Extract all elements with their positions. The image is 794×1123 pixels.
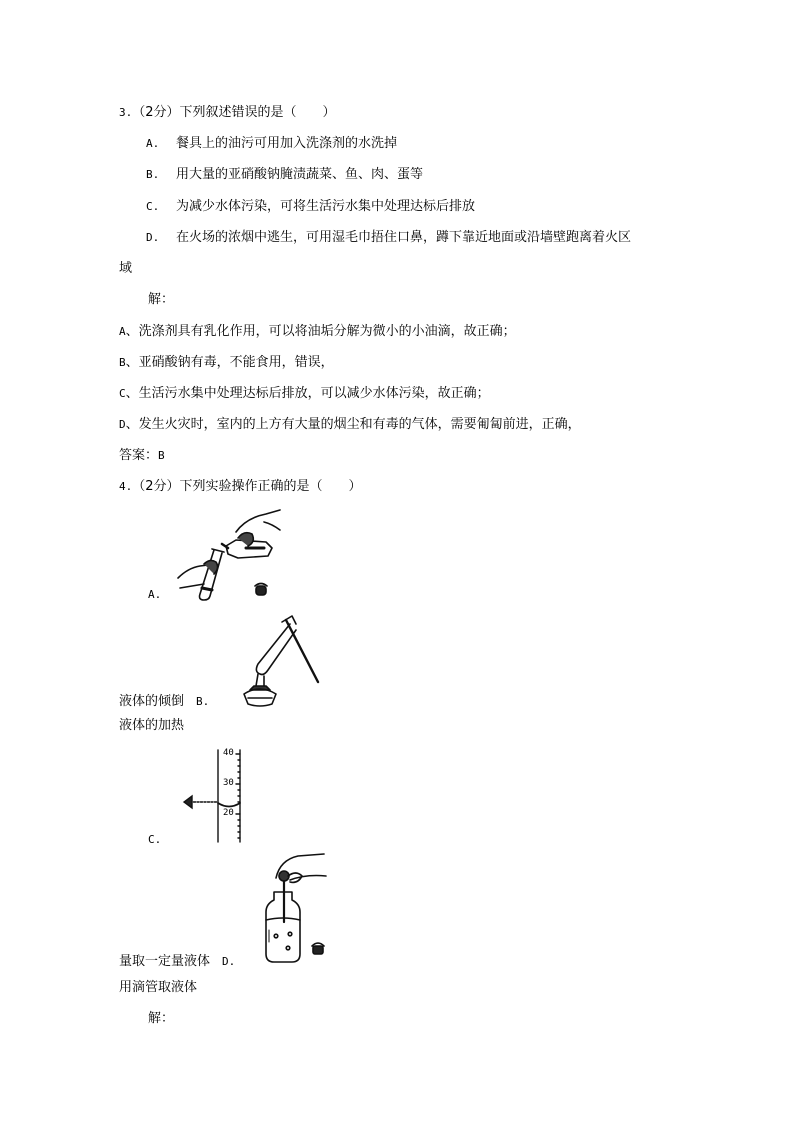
q3-option-b xyxy=(146,166,423,184)
heating-liquid-illustration xyxy=(236,614,326,709)
solution-letter: C xyxy=(119,387,126,400)
q3-option-a xyxy=(146,135,397,153)
caption-text: 液体的倾倒 xyxy=(119,694,185,709)
solution-text: 、生活污水集中处理达标后排放，可以减少水体污染，故正确； xyxy=(125,386,490,401)
q4-stem: 下列实验操作正确的是（ ） xyxy=(179,479,362,494)
scale-label-20: 20 xyxy=(223,808,234,818)
answer-label: 答案： xyxy=(119,448,159,463)
option-letter: D. xyxy=(146,231,160,244)
solution-letter: D xyxy=(119,418,126,431)
q3-solution-b xyxy=(119,354,334,372)
option-text: 用大量的亚硝酸钠腌渍蔬菜、鱼、肉、蛋等 xyxy=(176,167,424,182)
q4-number: 4. xyxy=(119,480,133,493)
q4-header xyxy=(119,478,362,496)
q4-option-b-caption: 液体的加热 xyxy=(119,718,185,733)
q3-number: 3. xyxy=(119,106,133,119)
q3-option-d xyxy=(146,229,631,247)
pouring-liquid-illustration xyxy=(176,508,286,603)
q4-solution-label: 解： xyxy=(148,1011,175,1026)
q3-solution-label: 解： xyxy=(148,292,175,307)
scale-label-30: 30 xyxy=(223,778,234,788)
q3-solution-c xyxy=(119,385,490,403)
solution-text: 、洗涤剂具有乳化作用，可以将油垢分解为微小的小油滴，故正确； xyxy=(125,324,516,339)
solution-text: 、发生火灾时，室内的上方有大量的烟尘和有毒的气体，需要匍匐前进，正确， xyxy=(125,417,581,432)
option-text: 在火场的浓烟中逃生，可用湿毛巾捂住口鼻，蹲下靠近地面或沿墙壁跑离着火区 xyxy=(176,230,632,245)
q3-solution-d xyxy=(119,416,581,434)
scale-label-40: 40 xyxy=(223,748,234,758)
q4-option-b-letter: B. xyxy=(196,695,210,708)
solution-letter: B xyxy=(119,356,126,369)
measuring-cylinder-illustration xyxy=(180,748,250,843)
q4-score: （2分） xyxy=(132,479,180,494)
q3-option-c xyxy=(146,198,475,216)
q4-option-d-letter: D. xyxy=(222,955,236,968)
option-text: 为减少水体污染，可将生活污水集中处理达标后排放 xyxy=(176,199,476,214)
q3-solution-a xyxy=(119,323,516,341)
q4-option-a-caption xyxy=(119,693,209,711)
q3-score: （2分） xyxy=(132,105,180,120)
q3-option-d-wrap: 域 xyxy=(119,261,133,276)
option-letter: B. xyxy=(146,168,160,181)
dropper-illustration xyxy=(262,850,332,970)
solution-text: 、亚硝酸钠有毒，不能食用，错误， xyxy=(125,355,334,370)
solution-letter: A xyxy=(119,325,126,338)
q4-option-c-caption xyxy=(119,953,235,971)
answer-value: B xyxy=(158,449,165,462)
q4-option-d-caption: 用滴管取液体 xyxy=(119,980,198,995)
q3-stem: 下列叙述错误的是（ ） xyxy=(179,105,336,120)
q3-answer xyxy=(119,447,165,465)
q4-option-c-letter: C. xyxy=(148,833,162,846)
option-text: 餐具上的油污可用加入洗涤剂的水洗掉 xyxy=(176,136,398,151)
caption-text: 量取一定量液体 xyxy=(119,954,211,969)
q3-header xyxy=(119,104,336,122)
q4-option-a-letter: A. xyxy=(148,588,162,601)
option-letter: C. xyxy=(146,200,160,213)
option-letter: A. xyxy=(146,137,160,150)
